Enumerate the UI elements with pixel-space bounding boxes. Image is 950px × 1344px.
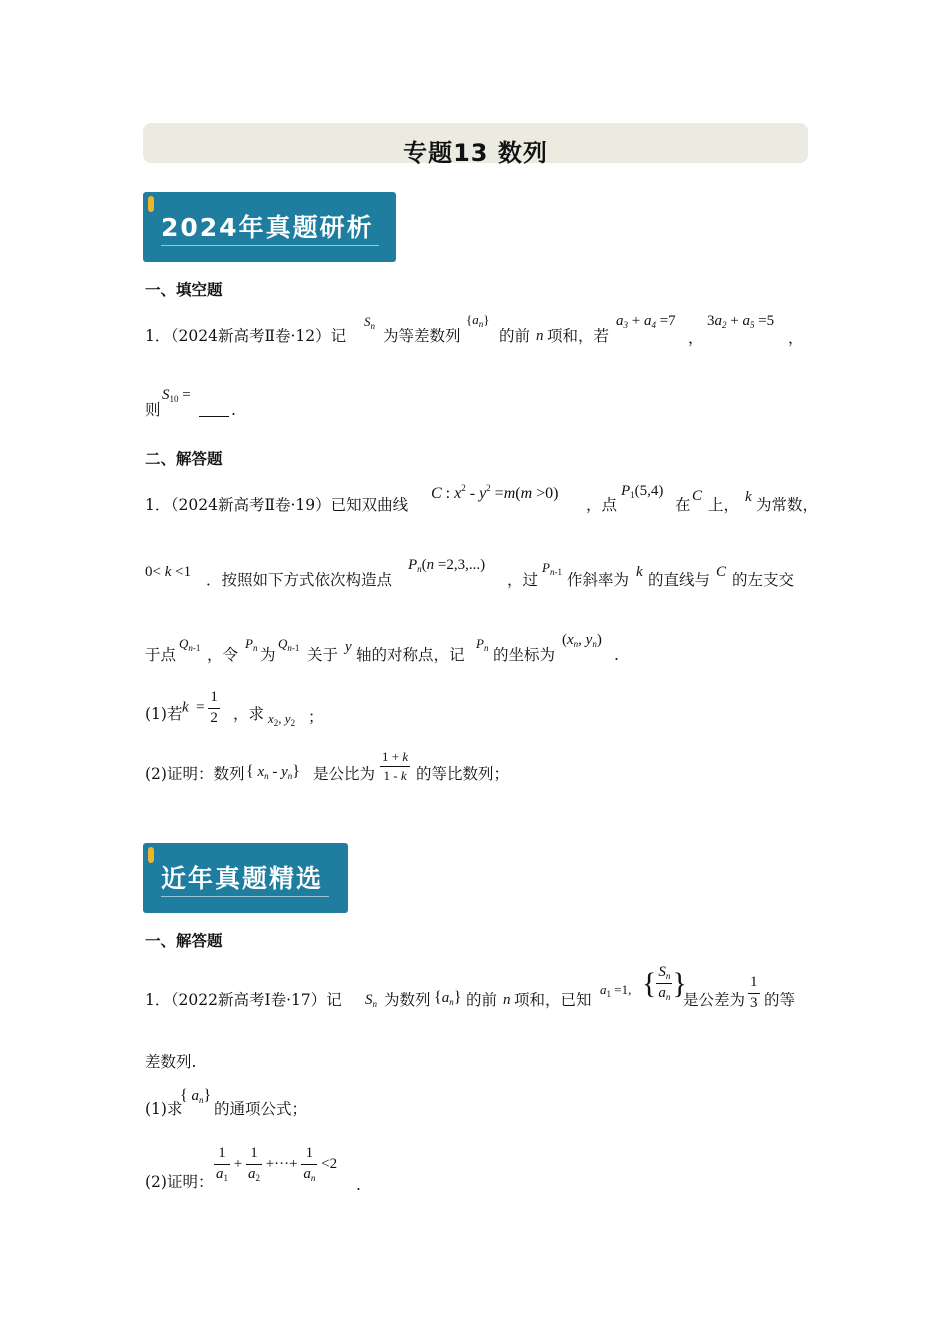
p-text: 作斜率为 (567, 571, 630, 589)
math-k: k (745, 489, 752, 505)
q3-sub2-end: . (356, 1176, 361, 1194)
sub1-end: ； (308, 708, 324, 726)
p-text: 上， (708, 496, 740, 514)
q3-source: （2022新高考Ⅰ卷·17）记 (163, 991, 342, 1009)
q1-comma: ， (688, 329, 704, 347)
p-text: 的直线与 (648, 571, 711, 589)
q3-text: 项和，已知 (514, 991, 592, 1009)
q1-answer-blank[interactable] (199, 403, 229, 419)
sub2-text: 是公比为 (313, 765, 376, 783)
math-hyperbola: C : $x^2 - y^2 =m(m >0)$ (431, 483, 559, 502)
math-Sn-over-an: { $\frac{S_n}{a_n}$ } (642, 964, 687, 1003)
math-an-seq: { $a_n$} (180, 1087, 212, 1105)
p-text: ．按照如下方式依次构造点 (206, 571, 393, 589)
math-Pn-1: $P_{n-1}$ (542, 560, 562, 577)
q1-number: 1． (145, 327, 171, 345)
math-Qn-1: $Q_{n-1}$ (278, 636, 300, 653)
math-k-half: k = $\frac{1}{2}$ (182, 689, 218, 726)
p-text: ，令 (207, 646, 239, 664)
p-source: （2024新高考Ⅱ卷·19）已知双曲线 (163, 496, 409, 514)
math-ratio: $\frac{1 + k}{1 - k}$ (382, 749, 409, 783)
p-text: ，点 (586, 496, 618, 514)
q1-comma: ， (788, 329, 804, 347)
section-heading-answer-recent: 一、解答题 (145, 932, 223, 950)
q3-number: 1． (145, 991, 171, 1009)
math-3a2-a5: $3a_2 + a_5 =5$ (707, 313, 775, 330)
p-text: 关于 (307, 646, 339, 664)
banner-label: 近年真题精选 (161, 864, 324, 893)
p-text: 于点 (145, 646, 177, 664)
p-text: 在 (675, 496, 691, 514)
section-heading-fill: 一、填空题 (145, 281, 223, 299)
sub1-text: ，求 (233, 705, 265, 723)
p-text: . (614, 646, 619, 664)
banner-label: 2024年真题研析 (161, 213, 374, 242)
q3-text: 差数列. (145, 1053, 197, 1071)
sub2-text: 的等比数列； (416, 765, 510, 783)
math-a1-eq-1: $a_1 =1$, (600, 982, 632, 999)
q1-then: 则 (145, 401, 161, 419)
p-text: 的左支交 (732, 571, 795, 589)
q3-sub1-text: 的通项公式； (214, 1100, 308, 1118)
p-text: ，过 (507, 571, 539, 589)
q3-text: 的前 (466, 991, 498, 1009)
q1-period: . (231, 401, 236, 419)
q3-sub1-label: (1)求 (145, 1100, 183, 1118)
math-n: n (503, 992, 511, 1008)
q1-text: 的前 (499, 327, 531, 345)
math-Sn: $S_n$ (365, 992, 377, 1009)
math-a3-a4: $a_3 + a_4 =7$ (616, 313, 676, 330)
math-one-third: $\frac{1}{3}$ (750, 974, 758, 1011)
sub2-label: (2)证明：数列 (145, 765, 245, 783)
math-k: k (636, 564, 643, 580)
section-heading-answer: 二、解答题 (145, 450, 223, 468)
q3-text: 是公差为 (683, 991, 746, 1009)
title-bar (143, 123, 808, 167)
math-xn-yn: ($x_n$, $y_n$) (562, 632, 602, 649)
q3-text: 为数列 (384, 991, 431, 1009)
math-Pn: $P_n$ (245, 636, 258, 653)
math-x2-y2: $x_2$, $y_2$ (268, 711, 296, 728)
math-an-seq: $\{a_n\}$ (434, 989, 462, 1007)
banner-tab-icon (148, 847, 154, 863)
q3-text: 的等 (764, 991, 796, 1009)
q1-source: （2024新高考Ⅱ卷·12）记 (163, 327, 347, 345)
banner-underline (161, 245, 379, 246)
math-S10: $S_{10}$ = (162, 387, 191, 404)
section-banner-recent (143, 843, 348, 913)
sub1-label: (1)若 (145, 705, 183, 723)
section-banner-2024 (143, 192, 396, 262)
math-P1: $P_1(5,4)$ (621, 483, 664, 500)
p-number: 1． (145, 496, 171, 514)
page-title: 专题13 数列 (403, 139, 548, 167)
banner-tab-icon (148, 196, 154, 212)
banner-underline (161, 896, 329, 897)
q1-text: 为等差数列 (383, 327, 461, 345)
math-Pn-seq: $P_n(n =2,3,...)$ (408, 557, 486, 574)
math-xn-minus-yn: { $x_n - y_n$} (246, 763, 300, 781)
q3-sub2-label: (2)证明： (145, 1173, 214, 1191)
math-k-range: 0< k <1 (145, 564, 192, 580)
math-Sn: $S_n$ (364, 314, 375, 331)
math-Qn-1: $Q_{n-1}$ (179, 636, 201, 653)
math-C: C (716, 564, 727, 580)
math-an-seq: $\{a_n\}$ (466, 312, 490, 329)
q1-text: 项和，若 (547, 327, 610, 345)
math-y: y (345, 639, 352, 655)
p-text: 的坐标为 (493, 646, 556, 664)
math-reciprocal-sum: $\frac{1}{a_1}$ + $\frac{1}{a_2}$ +···+ $\frac{1}{a_n}$ <2 (216, 1145, 338, 1183)
math-n: n (536, 328, 544, 344)
math-Pn: $P_n$ (476, 636, 489, 653)
p-text: 为常数， (756, 496, 819, 514)
p-text: 为 (260, 646, 276, 664)
math-C: C (692, 488, 703, 504)
p-text: 轴的对称点，记 (356, 646, 465, 664)
